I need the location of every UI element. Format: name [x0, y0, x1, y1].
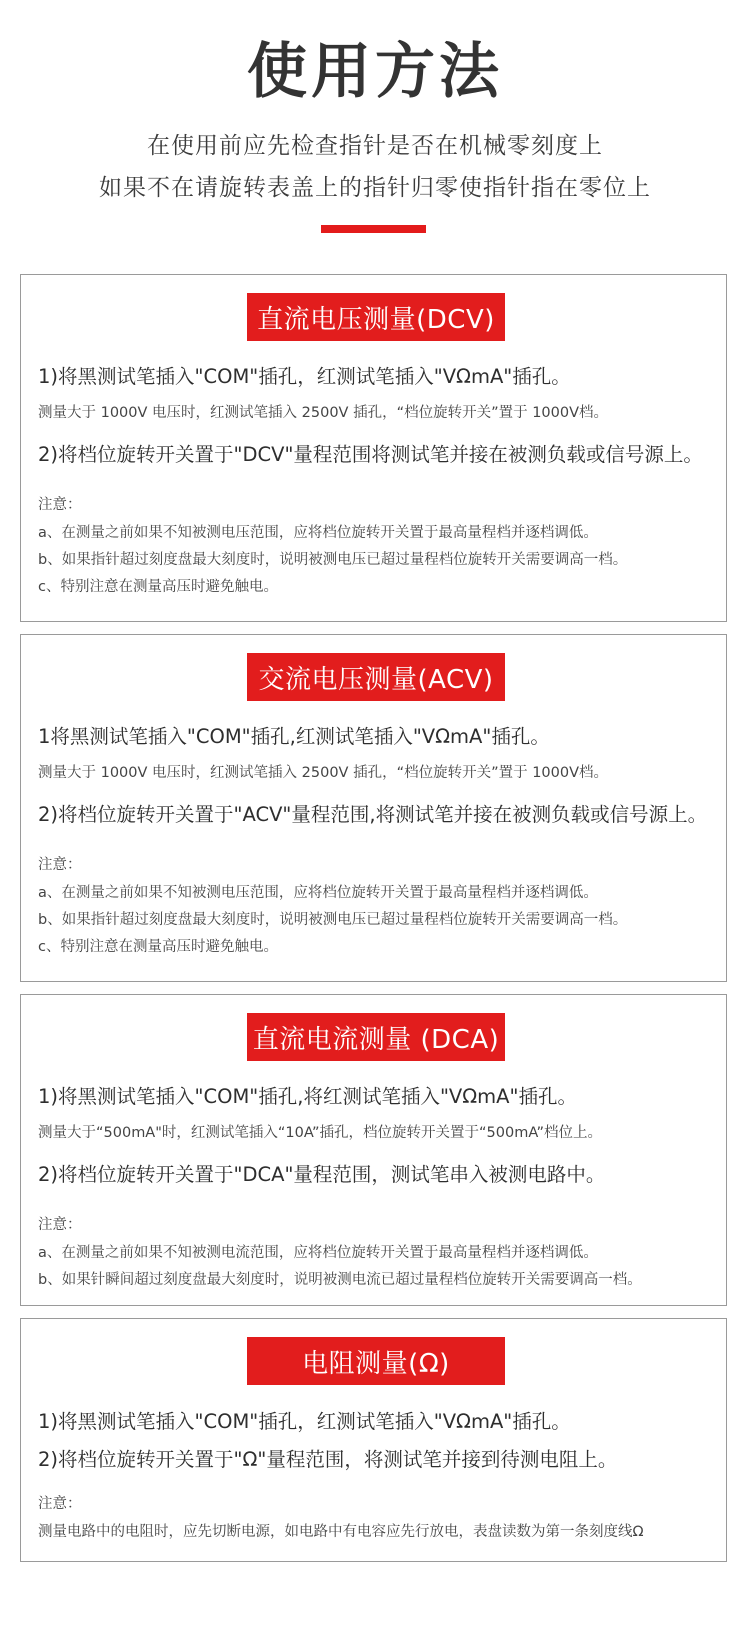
step-1: 1)将黑测试笔插入"COM"插孔，红测试笔插入"VΩmA"插孔。 — [38, 365, 571, 388]
note-item: a、在测量之前如果不知被测电流范围，应将档位旋转开关置于最高量程档并逐档调低。 — [38, 1245, 598, 1261]
note-item: c、特别注意在测量高压时避免触电。 — [38, 939, 278, 955]
step-1: 1)将黑测试笔插入"COM"插孔,将红测试笔插入"VΩmA"插孔。 — [38, 1085, 577, 1108]
note-item: b、如果针瞬间超过刻度盘最大刻度时，说明被测电流已超过量程档位旋转开关需要调高一档。 — [38, 1272, 642, 1288]
section-title-dca: 直流电流测量 (DCA) — [247, 1013, 505, 1061]
note-item: a、在测量之前如果不知被测电压范围，应将档位旋转开关置于最高量程档并逐档调低。 — [38, 885, 598, 901]
section-title-acv: 交流电压测量(ACV) — [247, 653, 505, 701]
notice-label: 注意： — [38, 1217, 82, 1233]
section-acv — [20, 634, 727, 982]
section-resistance — [20, 1318, 727, 1562]
note-item: b、如果指针超过刻度盘最大刻度时，说明被测电压已超过量程档位旋转开关需要调高一档。 — [38, 912, 628, 928]
title-underline-bar — [321, 225, 426, 233]
notice-label: 注意： — [38, 1496, 82, 1512]
note-item: a、在测量之前如果不知被测电压范围，应将档位旋转开关置于最高量程档并逐档调低。 — [38, 525, 598, 541]
section-title-resistance: 电阻测量(Ω) — [247, 1337, 505, 1385]
note-item: b、如果指针超过刻度盘最大刻度时，说明被测电压已超过量程档位旋转开关需要调高一档。 — [38, 552, 628, 568]
step-2: 2)将档位旋转开关置于"DCV"量程范围将测试笔并接在被测负载或信号源上。 — [38, 443, 703, 466]
step-1: 1将黑测试笔插入"COM"插孔,红测试笔插入"VΩmA"插孔。 — [38, 725, 550, 748]
step-2: 2)将档位旋转开关置于"Ω"量程范围，将测试笔并接到待测电阻上。 — [38, 1448, 618, 1471]
note-item: 测量电路中的电阻时，应先切断电源，如电路中有电容应先行放电，表盘读数为第一条刻度线Ω — [38, 1524, 644, 1540]
step-1: 1)将黑测试笔插入"COM"插孔，红测试笔插入"VΩmA"插孔。 — [38, 1410, 571, 1433]
step-1-note: 测量大于“500mA"时，红测试笔插入“10A”插孔，档位旋转开关置于“500mA”档位上。 — [38, 1125, 602, 1141]
notice-label: 注意： — [38, 497, 82, 513]
section-dca — [20, 994, 727, 1306]
step-1-note: 测量大于 1000V 电压时，红测试笔插入 2500V 插孔，“档位旋转开关”置于 1000V档。 — [38, 765, 609, 781]
notice-label: 注意： — [38, 857, 82, 873]
section-title-dcv: 直流电压测量(DCV) — [247, 293, 505, 341]
step-2: 2)将档位旋转开关置于"DCA"量程范围，测试笔串入被测电路中。 — [38, 1163, 606, 1186]
page-title: 使用方法 — [247, 37, 503, 107]
intro-line-2: 如果不在请旋转表盖上的指针归零使指针指在零位上 — [99, 175, 651, 201]
intro-line-1: 在使用前应先检查指针是否在机械零刻度上 — [147, 133, 603, 159]
step-1-note: 测量大于 1000V 电压时，红测试笔插入 2500V 插孔，“档位旋转开关”置于 1000V档。 — [38, 405, 609, 421]
step-2: 2)将档位旋转开关置于"ACV"量程范围,将测试笔并接在被测负载或信号源上。 — [38, 803, 708, 826]
note-item: c、特别注意在测量高压时避免触电。 — [38, 579, 278, 595]
section-dcv — [20, 274, 727, 622]
